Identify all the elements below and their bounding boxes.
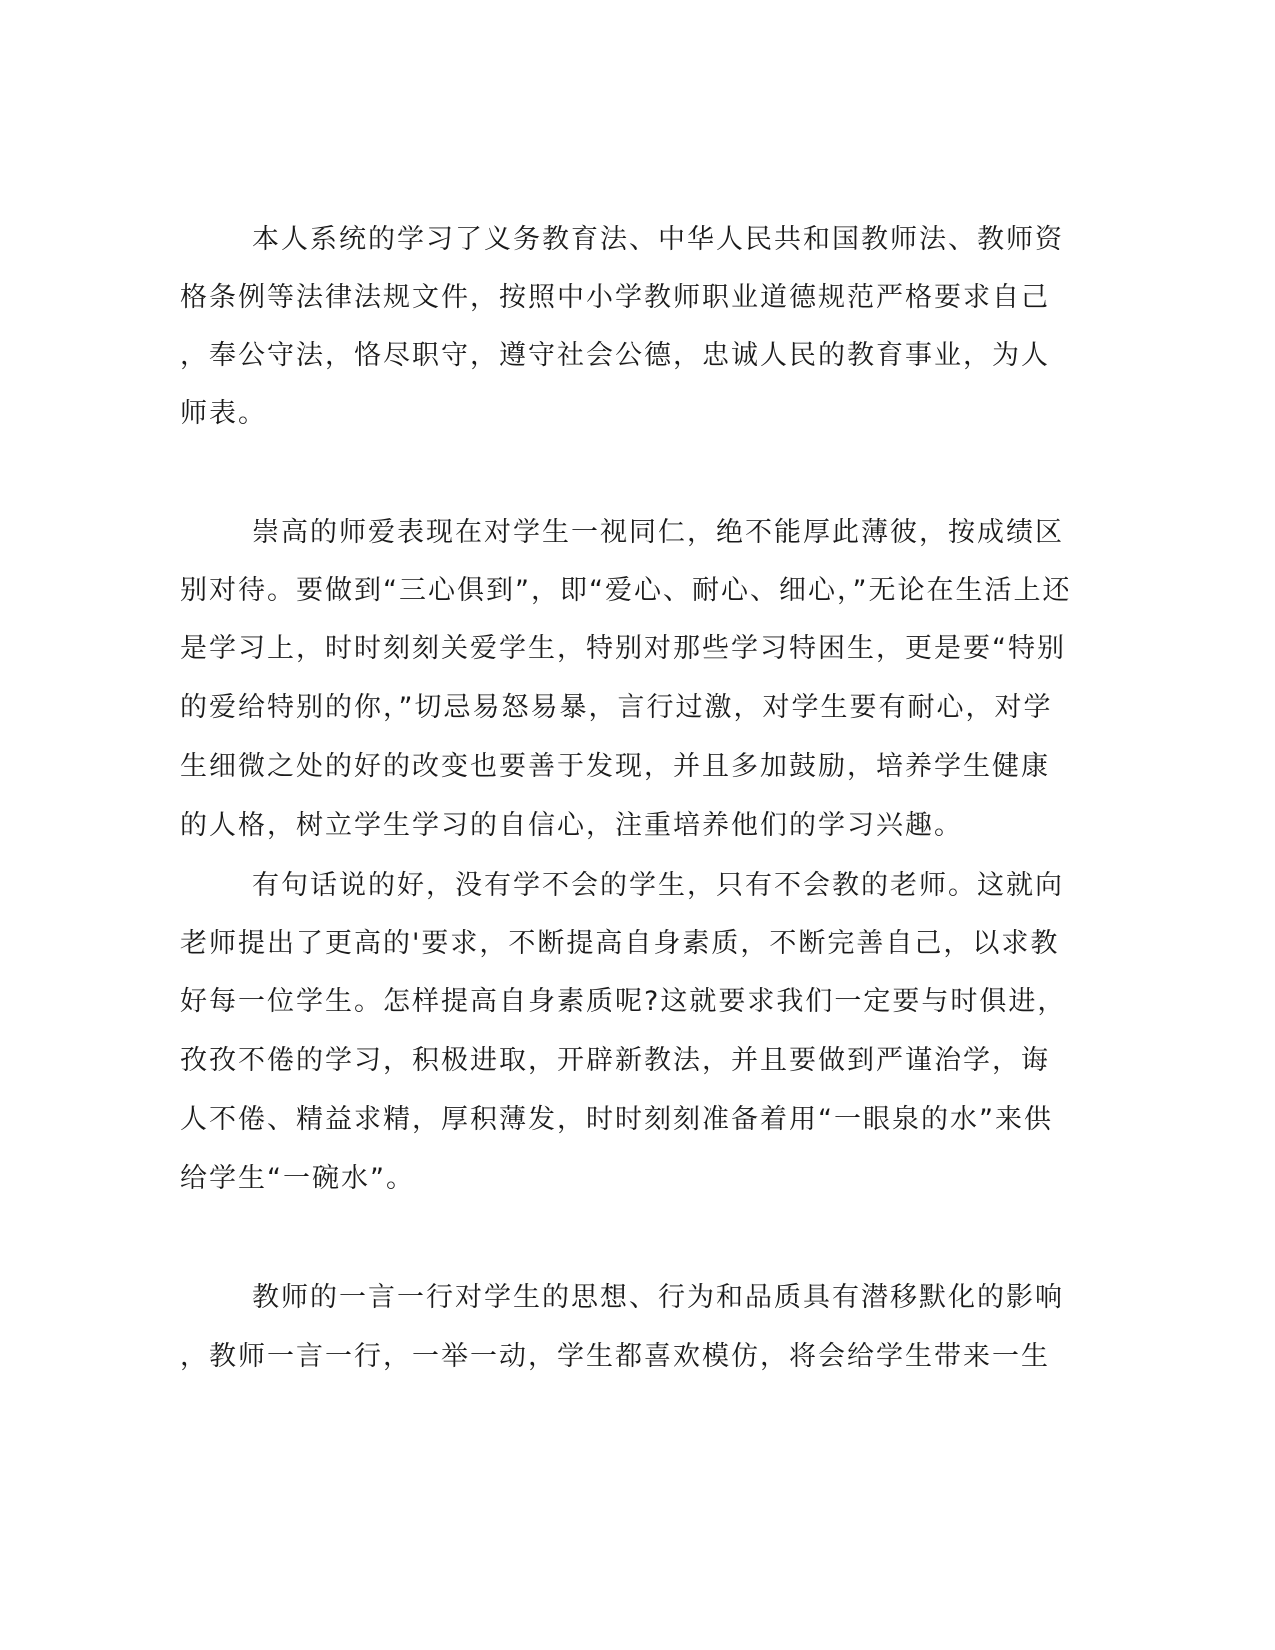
paragraph-4-line-1: 教师的一言一行对学生的思想、行为和品质具有潜移默化的影响 — [252, 1282, 1064, 1313]
paragraph-1-line-1: 本人系统的学习了义务教育法、中华人民共和国教师法、教师资 — [252, 224, 1064, 255]
paragraph-3-line-3: 好每一位学生。怎样提高自身素质呢?这就要求我们一定要与时俱进， — [180, 986, 1067, 1017]
paragraph-3-line-1: 有句话说的好，没有学不会的学生，只有不会教的老师。这就向 — [252, 870, 1064, 901]
paragraph-3-line-4: 孜孜不倦的学习，积极进取，开辟新教法，并且要做到严谨治学，诲 — [180, 1045, 1050, 1076]
paragraph-2-line-6: 的人格，树立学生学习的自信心，注重培养他们的学习兴趣。 — [180, 810, 963, 841]
paragraph-2-line-3: 是学习上，时时刻刻关爱学生，特别对那些学习特困生，更是要“特别 — [180, 633, 1066, 664]
paragraph-1-line-4: 师表。 — [180, 398, 267, 429]
paragraph-2-line-5: 生细微之处的好的改变也要善于发现，并且多加鼓励，培养学生健康 — [180, 751, 1050, 782]
paragraph-3-line-5: 人不倦、精益求精，厚积薄发，时时刻刻准备着用“一眼泉的水”来供 — [180, 1104, 1053, 1135]
paragraph-1-line-3: ，奉公守法，恪尽职守，遵守社会公德，忠诚人民的教育事业，为人 — [180, 340, 1050, 371]
paragraph-3-line-6: 给学生“一碗水”。 — [180, 1163, 415, 1194]
paragraph-4-line-2: ，教师一言一行，一举一动，学生都喜欢模仿，将会给学生带来一生 — [180, 1341, 1050, 1372]
paragraph-3-line-2: 老师提出了更高的'要求，不断提高自身素质，不断完善自己，以求教 — [180, 928, 1060, 959]
paragraph-2-line-2: 别对待。要做到“三心俱到”，即“爱心、耐心、细心，”无论在生活上还 — [180, 575, 1072, 606]
paragraph-1-line-2: 格条例等法律法规文件，按照中小学教师职业道德规范严格要求自己 — [180, 282, 1050, 313]
paragraph-2-line-4: 的爱给特别的你，”切忌易怒易暴，言行过激，对学生要有耐心，对学 — [180, 692, 1053, 723]
paragraph-2-line-1: 崇高的师爱表现在对学生一视同仁，绝不能厚此薄彼，按成绩区 — [252, 517, 1064, 548]
